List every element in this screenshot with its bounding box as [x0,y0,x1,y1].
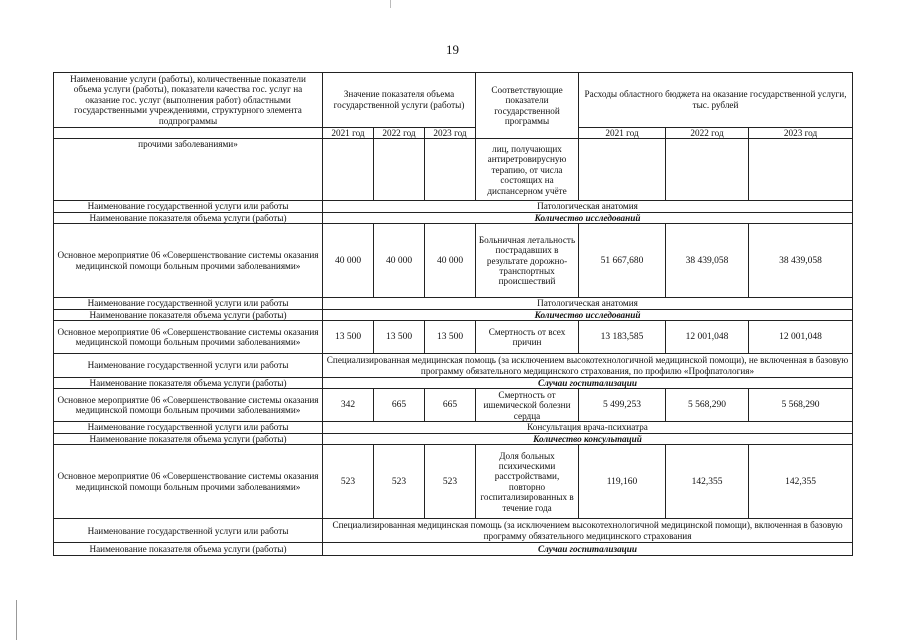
value-2023: 665 [425,389,476,422]
header-name: Наименование услуги (работы), количественные показатели объема услуги (работы), показатели качества гос. услуг на оказание гос. услуг (выполнения работ) областными государственными учреждениями, структурного элемента подпрограммы [54,73,323,128]
empty-cell [579,139,666,201]
row-value: Специализированная медицинская помощь (за исключением высокотехнологичной медицинской помощи), не включенная в базовую программу обязательного медицинского страхования, по профилю «Профпатология» [323,354,853,378]
table-row [54,139,853,201]
row-label: Наименование показателя объема услуги (работы) [54,378,323,389]
value-2022: 665 [374,389,425,422]
expense-2023: 12 001,048 [749,321,853,354]
value-2022: 40 000 [374,224,425,298]
empty-cell [666,139,749,201]
row-value: Специализированная медицинская помощь (за исключением высокотехнологичной медицинской помощи), включенная в базовую программу обязательного медицинского страхования [323,519,853,543]
table-row [54,201,853,212]
header-years-row [54,128,853,139]
table-row [54,422,853,433]
row-label: Наименование государственной услуги или работы [54,201,323,212]
row-value: Патологическая анатомия [323,201,853,212]
row-program: лиц, получающих антиретровирусную терапию, от числа состоящих на диспансерном учёте [476,139,579,201]
table-row [54,212,853,223]
row-program: Больничная летальность пострадавших в результате дорожно-транспортных происшествий [476,224,579,298]
row-label: Наименование показателя объема услуги (работы) [54,433,323,444]
row-label: Наименование государственной услуги или работы [54,422,323,433]
empty-cell [749,139,853,201]
expense-2023: 142,355 [749,445,853,519]
header-row [54,73,853,128]
row-label: Наименование показателя объема услуги (работы) [54,309,323,320]
table-row [54,389,853,422]
row-name: Основное мероприятие 06 «Совершенствование системы оказания медицинской помощи больным прочими заболеваниями» [54,389,323,422]
value-2021: 342 [323,389,374,422]
expense-2021: 51 667,680 [579,224,666,298]
row-program: Смертность от всех причин [476,321,579,354]
header-years-spacer [54,128,323,139]
value-2023: 523 [425,445,476,519]
value-2021: 13 500 [323,321,374,354]
row-program: Смертность от ишемической болезни сердца [476,389,579,422]
row-value: Патологическая анатомия [323,298,853,309]
expense-2021: 5 499,253 [579,389,666,422]
table-row [54,445,853,519]
table-row [54,433,853,444]
value-2021: 40 000 [323,224,374,298]
value-2022: 13 500 [374,321,425,354]
table-row [54,378,853,389]
value-2023: 13 500 [425,321,476,354]
table-row [54,321,853,354]
row-label: Наименование показателя объема услуги (работы) [54,543,323,556]
header-exp-year-2022: 2022 год [666,128,749,139]
expense-2021: 13 183,585 [579,321,666,354]
empty-cell [374,139,425,201]
expense-2022: 12 001,048 [666,321,749,354]
table-row [54,543,853,556]
expense-2022: 38 439,058 [666,224,749,298]
value-2023: 40 000 [425,224,476,298]
table-row [54,309,853,320]
empty-cell [425,139,476,201]
row-label: Наименование показателя объема услуги (работы) [54,212,323,223]
table-row [54,519,853,543]
budget-table [53,72,853,556]
expense-2023: 38 439,058 [749,224,853,298]
row-value: Случаи госпитализации [323,543,853,556]
row-name: Основное мероприятие 06 «Совершенствование системы оказания медицинской помощи больным прочими заболеваниями» [54,224,323,298]
empty-cell [323,139,374,201]
value-2021: 523 [323,445,374,519]
value-2022: 523 [374,445,425,519]
expense-2022: 5 568,290 [666,389,749,422]
expense-2021: 119,160 [579,445,666,519]
header-year-2023: 2023 год [425,128,476,139]
row-name: прочими заболеваниями» [54,139,323,201]
row-label: Наименование государственной услуги или работы [54,298,323,309]
row-name: Основное мероприятие 06 «Совершенствование системы оказания медицинской помощи больным прочими заболеваниями» [54,321,323,354]
page-number: 19 [446,42,459,57]
expense-2022: 142,355 [666,445,749,519]
header-year-2021: 2021 год [323,128,374,139]
row-value: Количество исследований [323,212,853,223]
header-expenses: Расходы областного бюджета на оказание государственной услуги, тыс. рублей [579,73,853,128]
row-name: Основное мероприятие 06 «Совершенствование системы оказания медицинской помощи больным прочими заболеваниями» [54,445,323,519]
row-program: Доля больных психическими расстройствами, повторно госпитализированных в течение года [476,445,579,519]
header-program: Соответствующие показатели государственной программы [476,73,579,139]
table-row [54,298,853,309]
row-value: Количество консультаций [323,433,853,444]
table-row [54,224,853,298]
header-exp-year-2021: 2021 год [579,128,666,139]
header-year-2022: 2022 год [374,128,425,139]
header-exp-year-2023: 2023 год [749,128,853,139]
fold-mark [390,0,391,8]
table-row [54,354,853,378]
row-value: Случаи госпитализации [323,378,853,389]
row-value: Количество исследований [323,309,853,320]
row-label: Наименование государственной услуги или работы [54,354,323,378]
row-label: Наименование государственной услуги или работы [54,519,323,543]
margin-mark [16,600,17,640]
expense-2023: 5 568,290 [749,389,853,422]
header-volume: Значение показателя объема государственной услуги (работы) [323,73,476,128]
row-value: Консультация врача-психиатра [323,422,853,433]
